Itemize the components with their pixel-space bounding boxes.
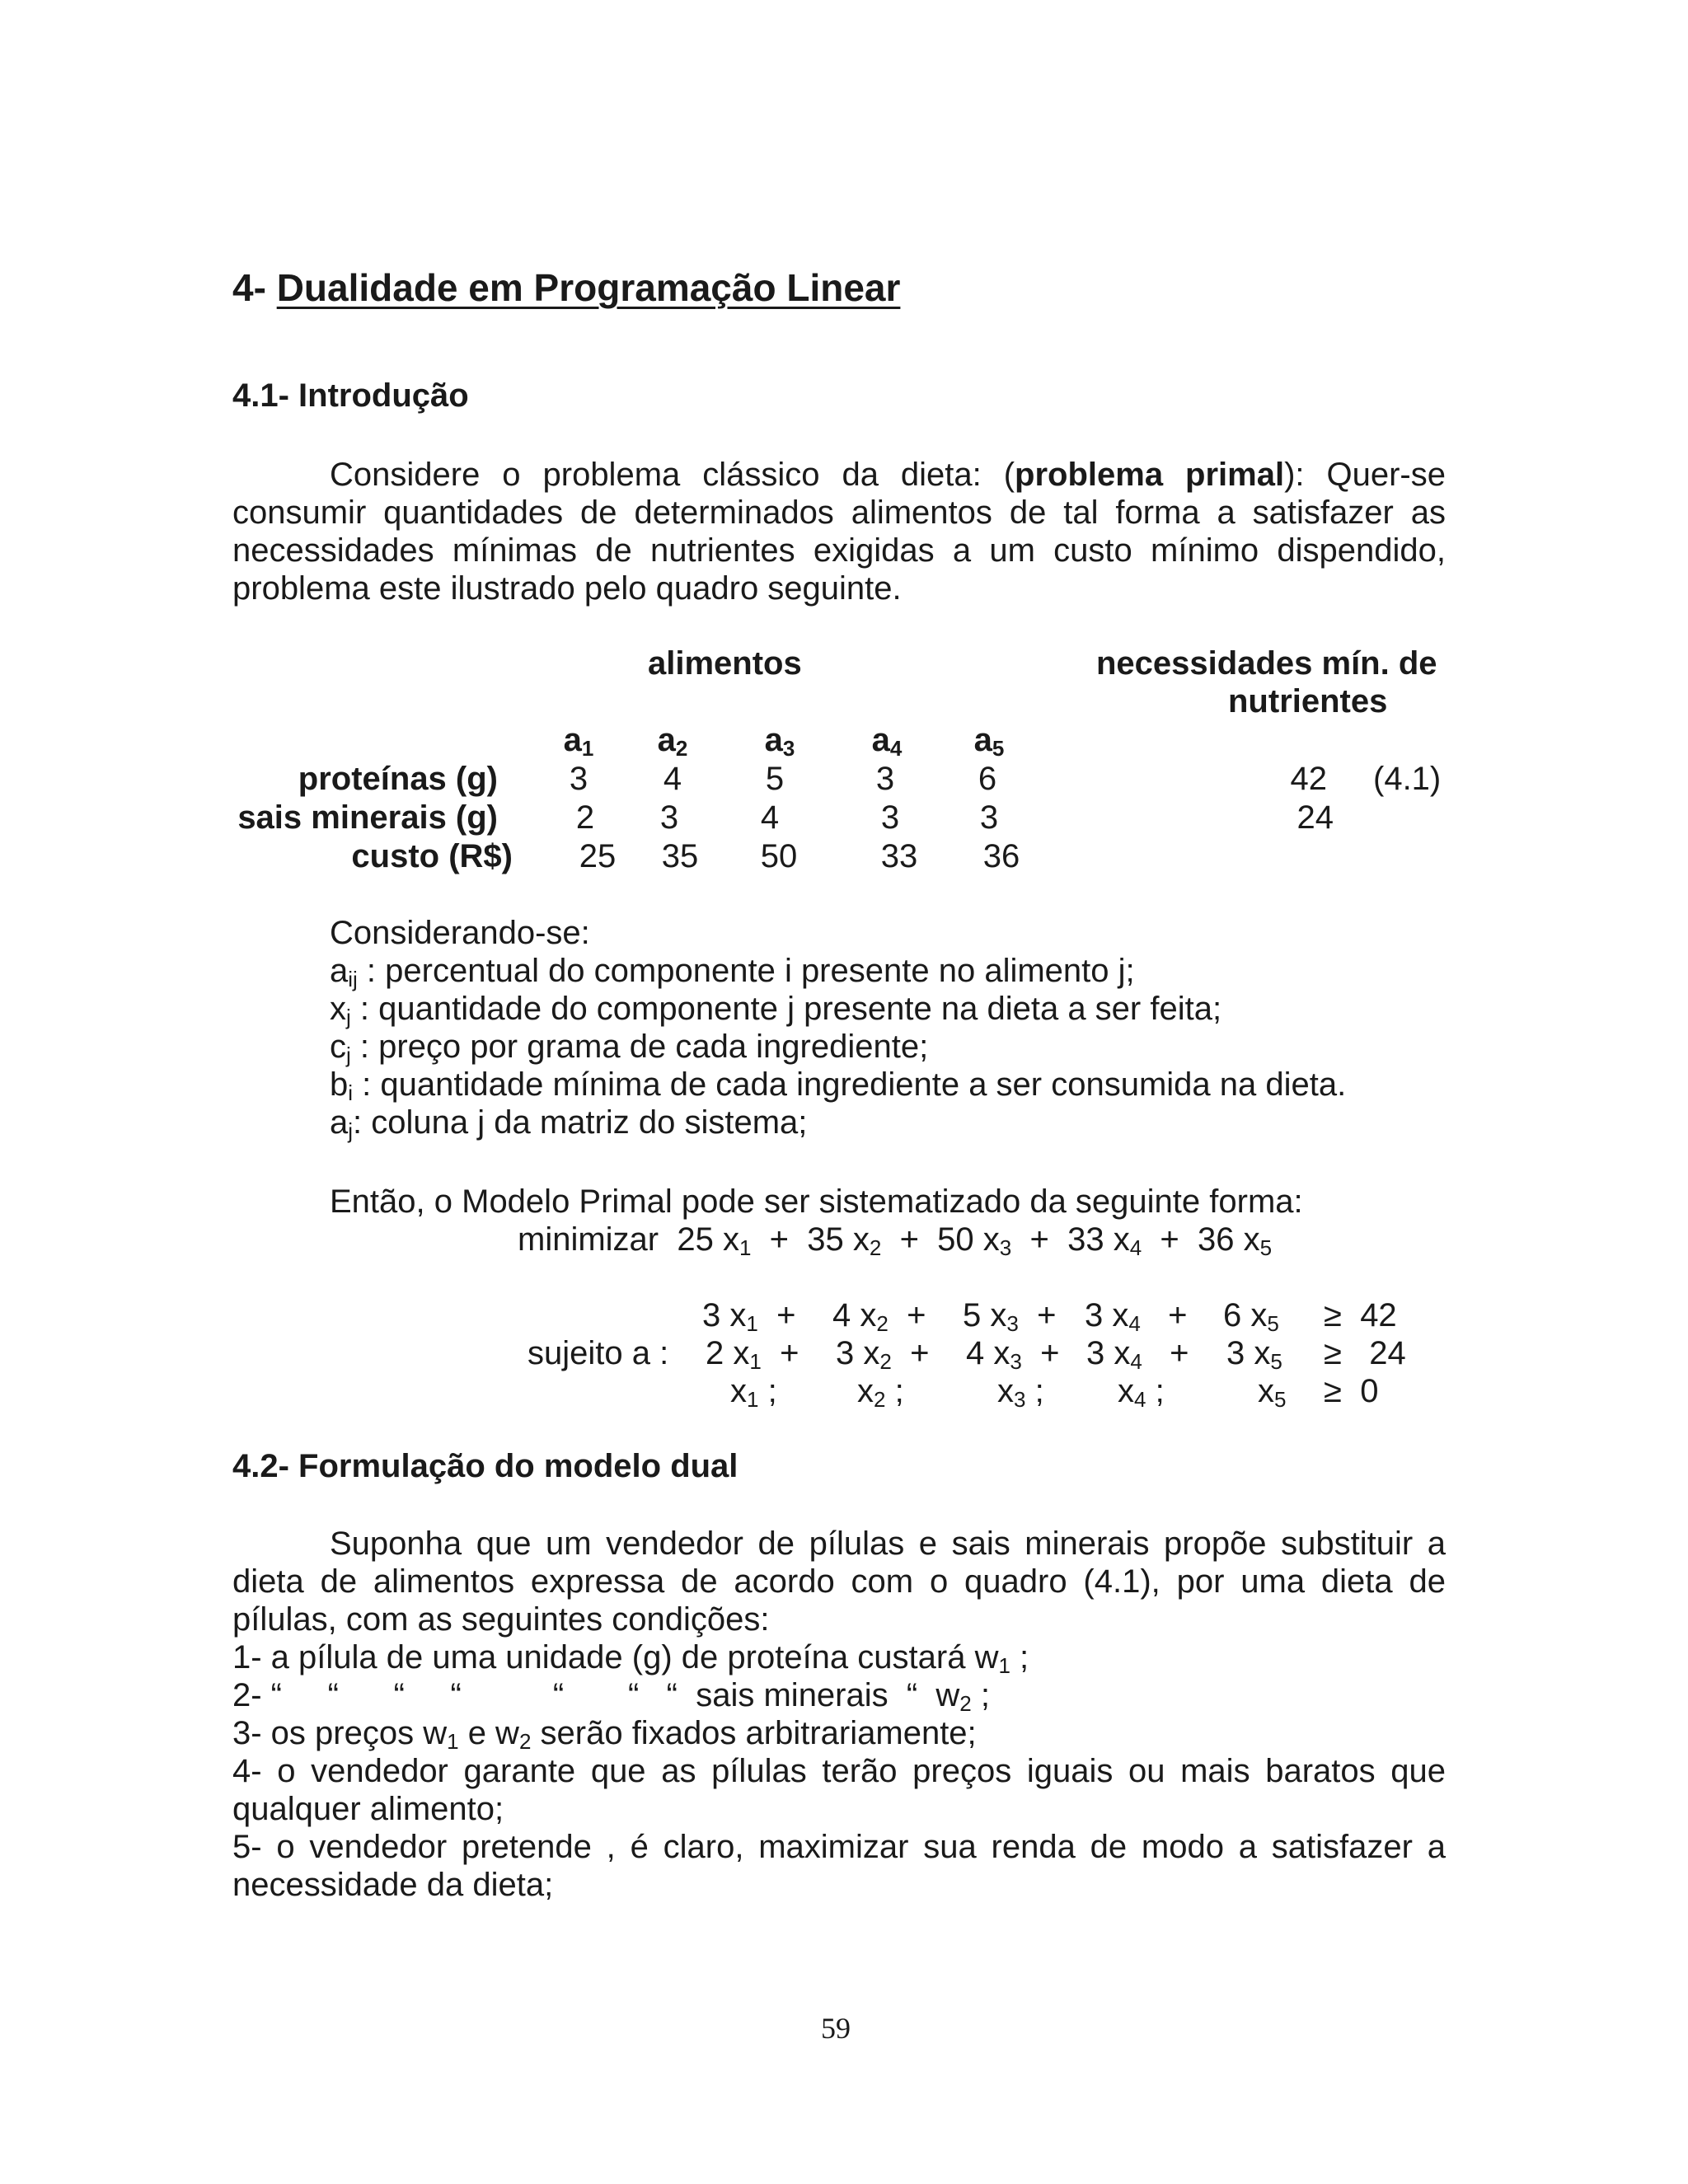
dual-heading: 4.2- Formulação do modelo dual — [232, 1448, 738, 1484]
constraint-2-term-1: 2 $x_1$ + — [706, 1335, 799, 1374]
table-cell: 3 — [979, 799, 999, 836]
table-cell: 25 — [579, 838, 617, 874]
definitions — [330, 914, 1346, 1141]
nonneg-x2: $x_2$ ; — [857, 1373, 904, 1412]
dual-item-5-line-2: necessidade da dieta; — [232, 1867, 554, 1903]
definition-item: $b_i$ : quantidade mínima de cada ingrediente a ser consumida na dieta. — [330, 1066, 1347, 1105]
dual-paragraph — [232, 1525, 1446, 1904]
need-minerals: 24 — [1296, 799, 1334, 836]
table-cell: 35 — [661, 838, 699, 874]
dual-item-1: 1- a pílula de uma unidade (g) de proteína custará $w_1$ ; — [232, 1639, 1029, 1678]
dual-item-2: 2- “ “ “ “ “ “ “ sais minerais “ $w_2$ ; — [232, 1677, 990, 1716]
need-proteins: 42 — [1290, 761, 1327, 797]
table-cell: 6 — [978, 761, 997, 797]
nonneg-x3: $x_3$ ; — [997, 1373, 1044, 1412]
definition-item: $a_j$: coluna j da matriz do sistema; — [330, 1104, 808, 1143]
constraint-2-term-2: 3 $x_2$ + — [836, 1335, 930, 1374]
col-header-a2: $a_2$ — [657, 722, 688, 761]
definition-item: $x_j$ : quantidade do componente j presente na dieta a ser feita; — [330, 991, 1222, 1029]
table-header-foods: alimentos — [648, 645, 802, 682]
dual-item-4-line-2: qualquer alimento; — [232, 1791, 504, 1827]
constraint-1-term-5: 6 $x_5$ — [1223, 1297, 1279, 1336]
section-title-text: Dualidade em Programação Linear — [276, 266, 901, 309]
nonneg-rhs: ≥ 0 — [1324, 1373, 1379, 1409]
col-header-a1: $a_1$ — [563, 722, 594, 761]
row-label-proteins: proteínas (g) — [298, 761, 498, 797]
objective-function: minimizar 25 $x_1 + 35$ $x_2 + 50$ $x_3 + 33$ $x_4 + 36$ $x_5$ — [518, 1221, 1273, 1260]
constraint-1-rhs: ≥ 42 — [1324, 1297, 1397, 1333]
constraint-2-rhs: ≥ 24 — [1324, 1335, 1406, 1371]
intro-paragraph-rest — [232, 494, 1446, 607]
constraint-1-term-3: 5 $x_3$ + — [963, 1297, 1057, 1336]
page-number: 59 — [821, 2012, 851, 2045]
table-header-needs-2: nutrientes — [1228, 683, 1388, 719]
nonneg-x1: $x_1$ ; — [730, 1373, 777, 1412]
table-cell: 4 — [760, 799, 780, 836]
section-title — [232, 265, 900, 310]
table-cell: 3 — [569, 761, 588, 797]
dual-item-5-line-1: 5- o vendedor pretende , é claro, maximizar sua renda de modo a satisfazer a — [232, 1829, 1446, 1865]
intro-line-2: consumir quantidades de determinados alimentos de tal forma a satisfazer as — [232, 494, 1446, 531]
model-intro: Então, o Modelo Primal pode ser sistematizado da seguinte forma: — [330, 1183, 1303, 1220]
table-cell: 36 — [982, 838, 1020, 874]
constraint-1-term-4: 3 $x_4$ + — [1085, 1297, 1188, 1336]
col-header-a3: $a_3$ — [764, 722, 795, 761]
table-cell: 50 — [760, 838, 798, 874]
dual-line-1: Suponha que um vendedor de pílulas e sais minerais propõe substituir a — [330, 1526, 1446, 1562]
nonneg-x5: $x_5$ — [1258, 1373, 1287, 1412]
constraint-1-term-1: 3 $x_1$ + — [702, 1297, 796, 1336]
dual-item-3: 3- os preços $w_1$ e $w_2$ serão fixados arbitrariamente; — [232, 1715, 977, 1754]
equation-tag: (4.1) — [1373, 761, 1442, 797]
col-header-a4: $a_4$ — [871, 722, 903, 761]
constraint-1-term-2: 4 $x_2$ + — [832, 1297, 926, 1336]
intro-heading: 4.1- Introdução — [232, 377, 469, 414]
constraint-2-term-4: 3 $x_4$ + — [1086, 1335, 1189, 1374]
definition-item: $c_j$ : preço por grama de cada ingrediente; — [330, 1029, 929, 1067]
intro-line-4: problema este ilustrado pelo quadro seguinte. — [232, 570, 902, 607]
intro-line-3: necessidades mínimas de nutrientes exigidas a um custo mínimo dispendido, — [232, 532, 1446, 569]
table-cell: 3 — [659, 799, 679, 836]
row-label-cost: custo (R$) — [351, 838, 513, 874]
dual-item-4-line-1: 4- o vendedor garante que as pílulas terão preços iguais ou mais baratos que — [232, 1753, 1446, 1789]
row-label-minerals: sais minerais (g) — [237, 799, 498, 836]
table-header-needs-1: necessidades mín. de — [1096, 645, 1437, 682]
definition-item: $a_{ij}$ : percentual do componente i presente no alimento j; — [330, 953, 1135, 991]
section-number: 4- — [232, 266, 277, 309]
dual-line-3: pílulas, com as seguintes condições: — [232, 1601, 770, 1638]
constraint-2-term-3: 4 $x_3$ + — [966, 1335, 1060, 1374]
table-cell: 2 — [575, 799, 595, 836]
table-cell: 3 — [875, 761, 895, 797]
intro-line-1: Considere o problema clássico da dieta: (problema primal): Quer-se — [330, 457, 1446, 493]
table-cell: 33 — [880, 838, 918, 874]
intro-paragraph — [232, 456, 1446, 494]
nonneg-x4: $x_4$ ; — [1118, 1373, 1165, 1412]
definitions-intro: Considerando-se: — [330, 915, 590, 951]
dual-line-2: dieta de alimentos expressa de acordo com o quadro (4.1), por uma dieta de — [232, 1563, 1446, 1600]
table-cell: 3 — [880, 799, 900, 836]
table-cell: 5 — [765, 761, 785, 797]
col-header-a5: $a_5$ — [973, 722, 1005, 761]
table-cell: 4 — [663, 761, 682, 797]
subject-to-label: sujeito a : — [528, 1335, 669, 1371]
constraint-2-term-5: 3 $x_5$ — [1226, 1335, 1282, 1374]
